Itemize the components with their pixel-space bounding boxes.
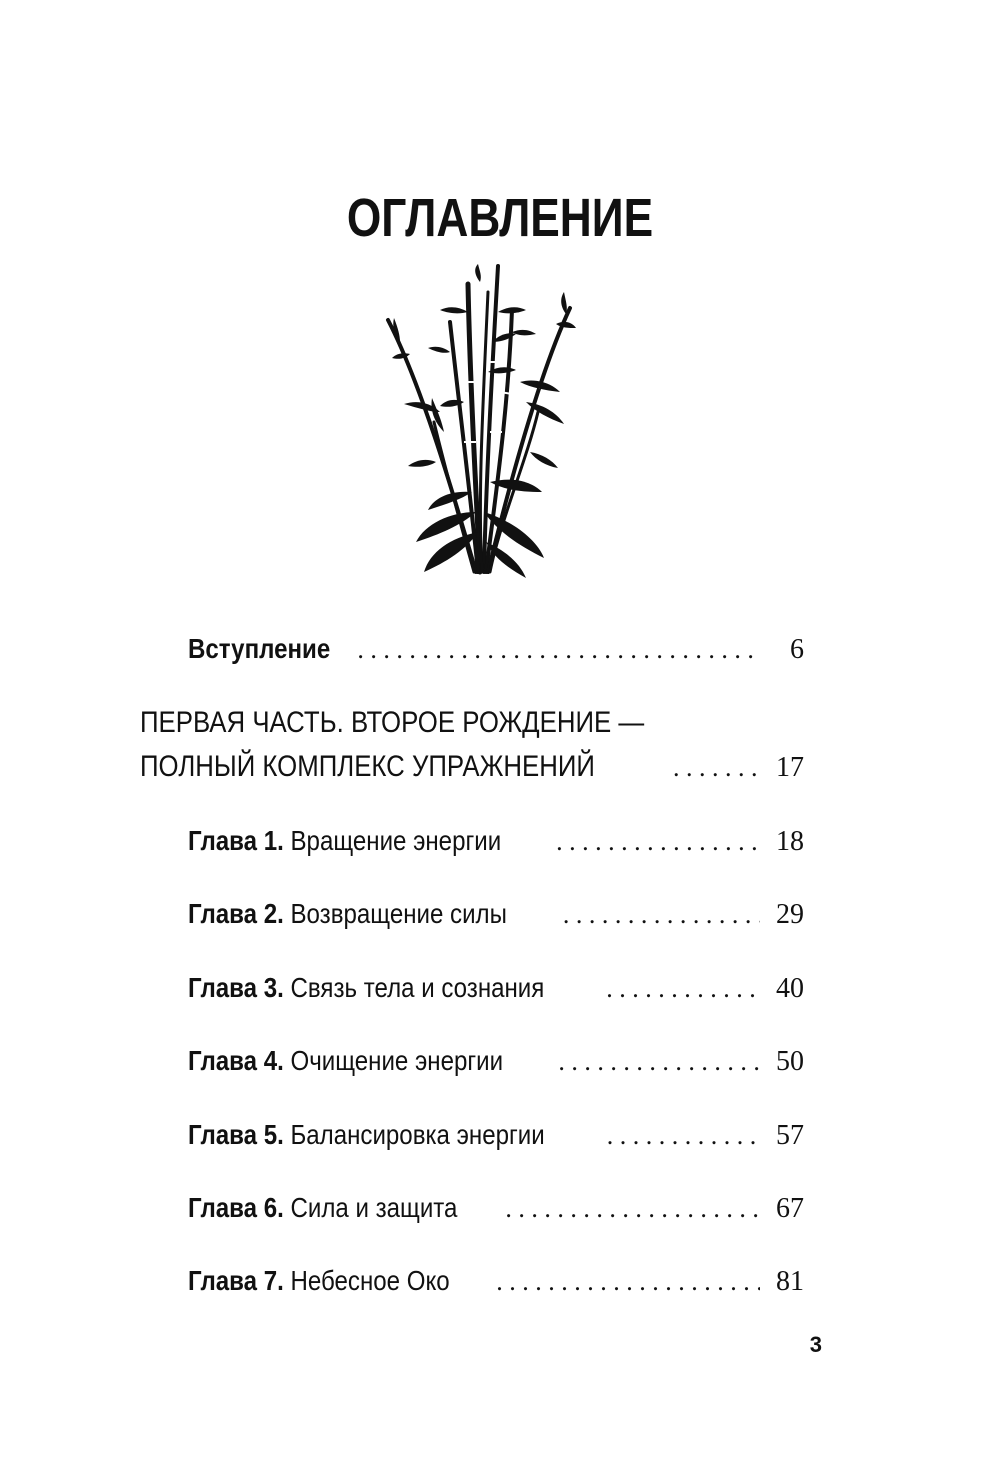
toc-entry-page: 29 <box>776 899 804 930</box>
toc-entry-label: Глава 4. <box>188 1045 284 1076</box>
toc-entry-title: Очищение энергии <box>290 1045 504 1076</box>
toc-entry-chapter-6[interactable] <box>188 1189 804 1228</box>
page-number: 3 <box>809 1332 822 1357</box>
toc-entry-page: 18 <box>776 826 804 857</box>
toc-entry-chapter-4[interactable] <box>188 1042 804 1081</box>
toc-entry-title: Небесное Око <box>290 1265 450 1296</box>
dot-leader <box>607 1117 760 1155</box>
toc-entry-label: Глава 1. <box>188 825 284 856</box>
toc-entry-intro[interactable] <box>188 630 804 669</box>
toc-entry-title: Вращение энергии <box>290 825 502 856</box>
toc-entry-chapter-1[interactable] <box>188 822 804 861</box>
dot-leader <box>357 631 760 669</box>
dot-leader <box>496 1263 760 1301</box>
dot-leader <box>673 749 760 787</box>
toc-entry-title: Связь тела и сознания <box>290 972 545 1003</box>
dot-leader <box>563 896 760 934</box>
toc-entry-title: Сила и защита <box>290 1192 458 1223</box>
page-title: ОГЛАВЛЕНИЕ <box>346 188 654 248</box>
toc-entry-page: 17 <box>776 752 804 783</box>
dot-leader <box>505 1190 760 1228</box>
toc-entry-title: ПОЛНЫЙ КОМПЛЕКС УПРАЖНЕНИЙ <box>140 750 595 783</box>
toc-entry-label: Глава 3. <box>188 972 284 1003</box>
toc-entry-page: 6 <box>790 634 804 665</box>
toc-entry-title: Балансировка энергии <box>290 1119 545 1150</box>
dot-leader <box>556 823 760 861</box>
toc-entry-label: Глава 7. <box>188 1265 284 1296</box>
toc-entry-page: 50 <box>776 1046 804 1077</box>
toc-entry-chapter-3[interactable] <box>188 969 804 1008</box>
toc-entry-chapter-5[interactable] <box>188 1116 804 1155</box>
toc-entry-page: 57 <box>776 1120 804 1151</box>
toc-entry-label: Вступление <box>188 633 331 664</box>
toc-entry-page: 67 <box>776 1193 804 1224</box>
toc-entry-chapter-7[interactable] <box>188 1262 804 1301</box>
toc-part-heading-line2[interactable] <box>140 748 804 787</box>
dot-leader <box>558 1043 760 1081</box>
toc-entry-page: 81 <box>776 1266 804 1297</box>
toc-entry-chapter-2[interactable] <box>188 895 804 934</box>
toc-entry-title: Возвращение силы <box>290 898 507 929</box>
bamboo-illustration <box>380 262 580 582</box>
toc-entry-page: 40 <box>776 973 804 1004</box>
toc-entry-label: Глава 2. <box>188 898 284 929</box>
toc-entry-label: Глава 6. <box>188 1192 284 1223</box>
dot-leader <box>606 970 760 1008</box>
toc-part-heading-line1[interactable]: ПЕРВАЯ ЧАСТЬ. ВТОРОЕ РОЖДЕНИЕ — <box>140 706 645 739</box>
toc-entry-label: Глава 5. <box>188 1119 284 1150</box>
